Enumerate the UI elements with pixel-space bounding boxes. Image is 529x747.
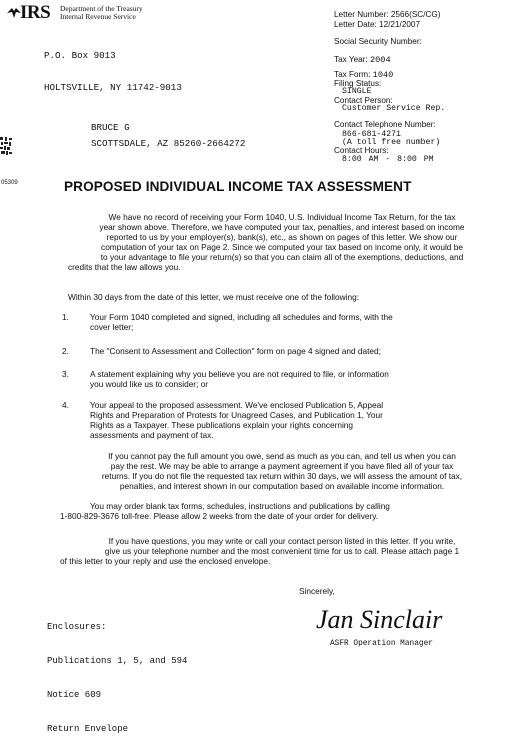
return-address-line2: HOLTSVILLE, NY 11742-9013 — [44, 81, 182, 93]
recipient-name: BRUCE G — [91, 122, 130, 133]
contact-person-label: Contact Person: — [334, 96, 393, 105]
paragraph-2: Within 30 days from the date of this letter, we must receive one of the following: — [68, 292, 359, 302]
irs-logo-text: IRS — [20, 2, 51, 23]
sincerely: Sincerely, — [299, 586, 335, 596]
barcode-icon — [0, 137, 12, 155]
contact-phone-note: (A toll free number) — [342, 138, 441, 147]
tax-year-label: Tax Year: — [334, 55, 368, 64]
svg-text:Jan Sinclair: Jan Sinclair — [316, 605, 443, 634]
contact-hours-value: 8:00 AM - 8:00 PM — [342, 155, 434, 164]
enclosure-item: Notice 609 — [47, 690, 102, 701]
contact-phone-value: 866-681-4271 — [342, 130, 401, 139]
paragraph-3: If you cannot pay the full amount you owe, send as much as you can, and tell us when you can pay the rest. We may be able to arrange a payment agreement if you have filed all of your tax returns. If you do not file the requested tax return within 30 days, we will assess the amount of tax, penalties, and interest shown in our computation based on available income information. — [101, 451, 463, 491]
ssn-label: Social Security Number: — [334, 37, 422, 46]
tax-form-value: 1040 — [372, 70, 394, 80]
signature — [310, 594, 480, 640]
filing-status-label: Filing Status: — [334, 79, 382, 88]
signer-title: ASFR Operation Manager — [330, 640, 433, 648]
return-address-line1: P.O. Box 9013 — [44, 50, 116, 61]
letter-number: Letter Number: 2566(SC/CG) — [334, 10, 441, 19]
tax-year — [334, 55, 391, 65]
paragraph-1: We have no record of receiving your Form 1040, U.S. Individual Income Tax Return, for the tax year shown above. Therefore, we have computed your tax, penalties, and interest based on income reported to us by your employer(s), bank(s), etc., as shown on pages of this letter. We show our computation of your tax on Page 2. Since we computed your tax based on income only, it would be to your advantage to file your return(s) so that you can claim all of the exemptions, deductions, and credits that the law allows you. — [68, 212, 465, 272]
filing-status-value: SINGLE — [342, 87, 372, 96]
contact-hours-label: Contact Hours: — [334, 146, 389, 155]
irs-logo — [6, 4, 156, 24]
tax-year-value: 2004 — [369, 55, 391, 65]
contact-person-value: Customer Service Rep. — [342, 104, 446, 113]
paragraph-4: You may order blank tax forms, schedules, instructions and publications by calling 1-800-829-3676 toll-free. Please allow 2 weeks from the date of your order for delivery. — [60, 501, 390, 521]
return-address — [44, 30, 182, 104]
recipient-city-line: SCOTTSDALE, AZ 85260-2664272 — [91, 138, 246, 149]
department-name: Department of the Treasury Internal Revenue Service — [60, 4, 143, 21]
enclosure-item: Return Envelope — [47, 724, 129, 735]
enclosures — [47, 599, 187, 747]
letter-date: Letter Date: 12/21/2007 — [334, 20, 421, 29]
paragraph-5: If you have questions, you may write or call your contact person listed in this letter. If you write, give us your telephone number and the most convenient time for us to call. Please attach page 1 of this letter to your reply and use the enclosed envelope. — [60, 536, 460, 566]
enclosures-heading: Enclosures: — [47, 621, 107, 632]
enclosure-item: Publications 1, 5, and 594 — [47, 656, 188, 667]
letter-title: PROPOSED INDIVIDUAL INCOME TAX ASSESSMENT — [64, 179, 412, 194]
contact-phone-label: Contact Telephone Number: — [334, 120, 436, 129]
tax-form-label: Tax Form: — [334, 70, 371, 79]
side-number: 05309 — [1, 180, 18, 186]
